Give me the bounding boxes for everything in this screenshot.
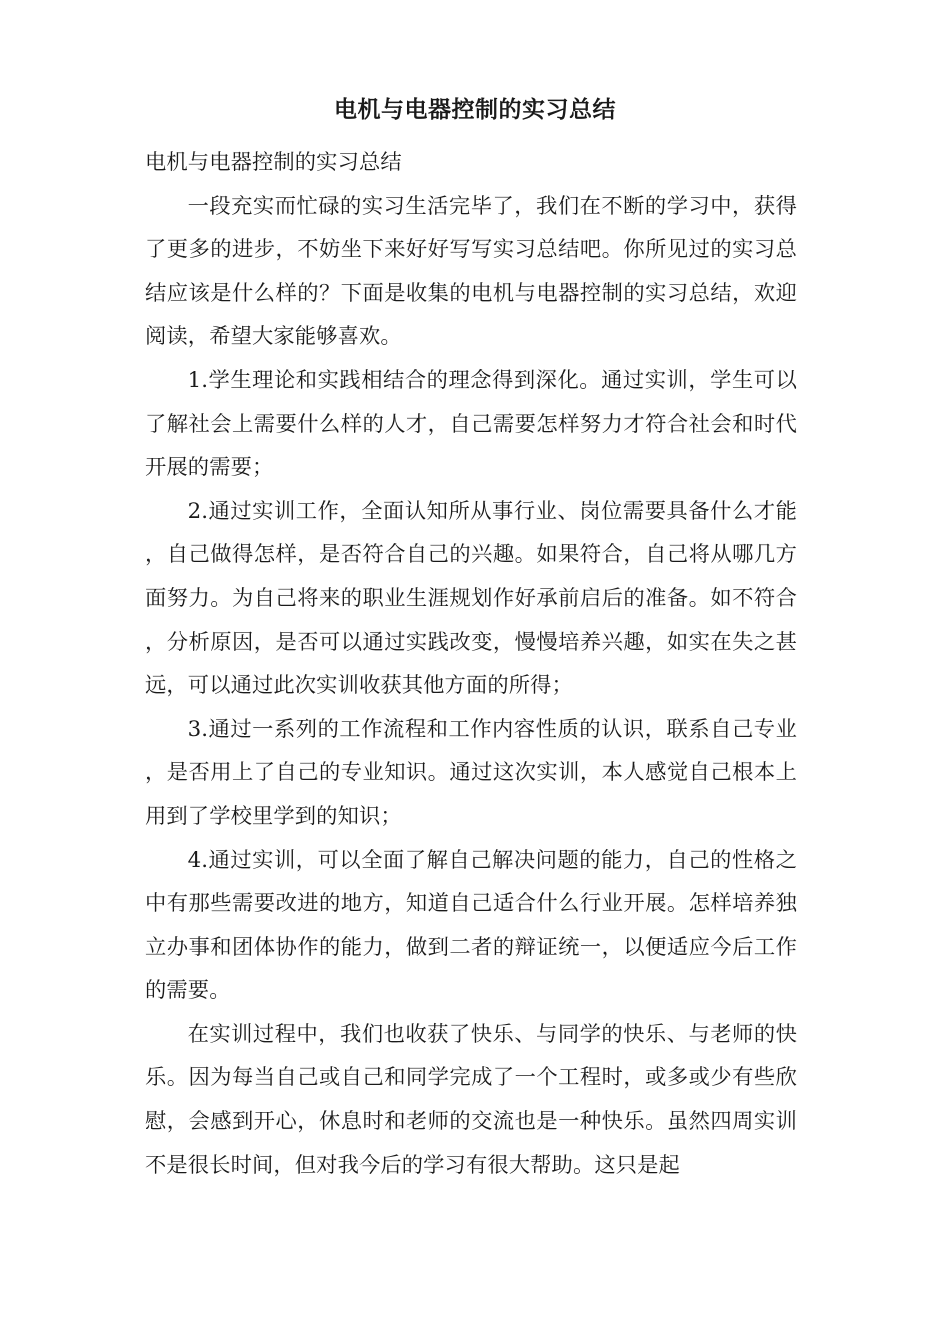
document-subtitle: 电机与电器控制的实习总结 [145,150,402,175]
paragraph-point-1: 1.学生理论和实践相结合的理念得到深化。通过实训，学生可以了解社会上需要什么样的人才，自己需要怎样努力才符合社会和时代开展的需要； [145,367,797,481]
document-title: 电机与电器控制的实习总结 [334,97,616,123]
paragraph-point-2: 2.通过实训工作，全面认知所从事行业、岗位需要具备什么才能，自己做得怎样，是否符合自己的兴趣。如果符合，自己将从哪几方面努力。为自己将来的职业生涯规划作好承前启后的准备。如不符合，分析原因，是否可以通过实践改变，慢慢培养兴趣，如实在失之甚远，可以通过此次实训收获其他方面的所得； [145,498,797,699]
paragraph-intro: 一段充实而忙碌的实习生活完毕了，我们在不断的学习中，获得了更多的进步，不妨坐下来好好写写实习总结吧。你所见过的实习总结应该是什么样的？下面是收集的电机与电器控制的实习总结，欢迎阅读，希望大家能够喜欢。 [145,193,797,350]
document-body [145,141,797,1187]
paragraph-point-3: 3.通过一系列的工作流程和工作内容性质的认识，联系自己专业，是否用上了自己的专业知识。通过这次实训，本人感觉自己根本上用到了学校里学到的知识； [145,716,797,829]
paragraph-reflection: 在实训过程中，我们也收获了快乐、与同学的快乐、与老师的快乐。因为每当自己或自己和同学完成了一个工程时，或多或少有些欣慰，会感到开心，休息时和老师的交流也是一种快乐。虽然四周实训不是很长时间，但对我今后的学习有很大帮助。这只是起 [145,1021,797,1178]
paragraph-point-4: 4.通过实训，可以全面了解自己解决问题的能力，自己的性格之中有那些需要改进的地方，知道自己适合什么行业开展。怎样培养独立办事和团体协作的能力，做到二者的辩证统一，以便适应今后工作的需要。 [145,847,797,1004]
